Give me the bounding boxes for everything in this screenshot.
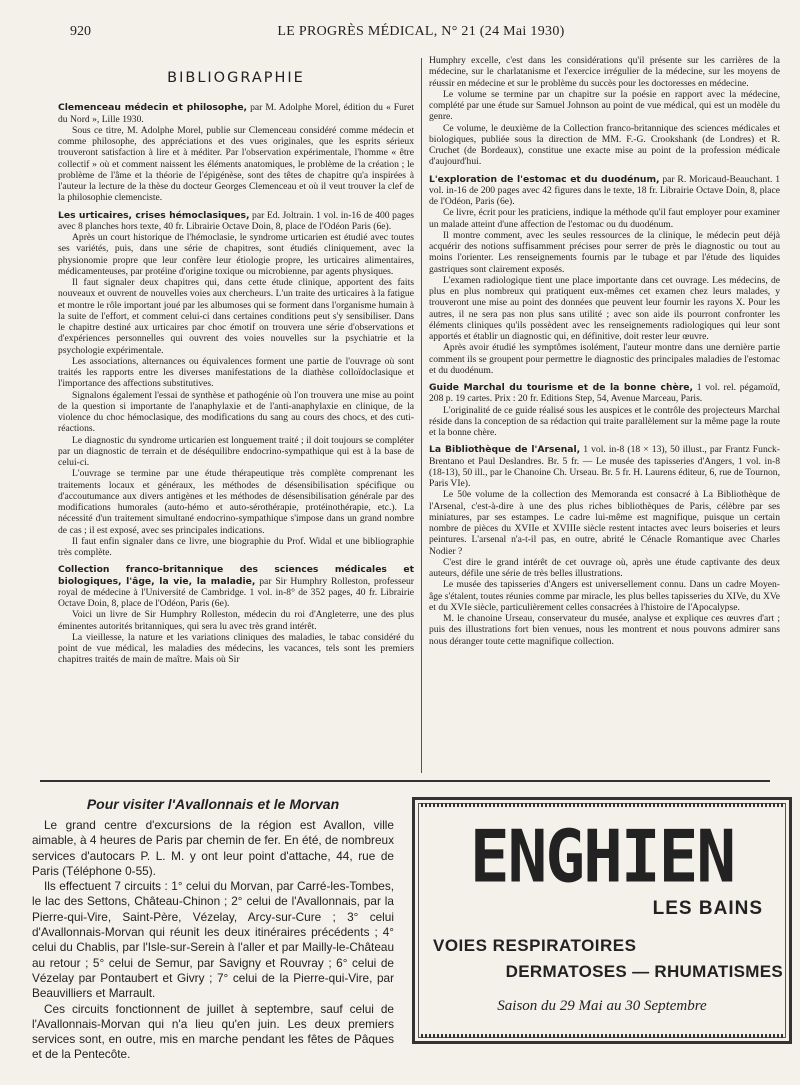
bibliography-entry [429, 174, 780, 377]
entry-paragraph: Il faut enfin signaler dans ce livre, une biographie du Prof. Widal et une bibliographie très complète. [58, 535, 414, 558]
entry-publication-details: par Sir Humphry Rolleston, professeur royal de médecine à l'Université de Cambridge. 1 vol. in-8° de 352 pages, 40 fr. Librairie Octave Doin, 8, place de l'Odéon, Paris (6e). [58, 575, 414, 609]
entry-title: La Bibliothèque de l'Arsenal, [429, 444, 581, 456]
entry-paragraph: Signalons également l'essai de synthèse et pathogénie où l'on trouvera une mise au point de la question si importante de l'anaphylaxie et de l'anti-anaphylaxie en clinique, de la violence du choc hémoclasique, des modifications du sang au cours des chocs, et des cuti-réactions. [58, 389, 414, 435]
entry-paragraph: C'est dire le grand intérêt de cet ouvrage où, après une étude captivante des deux auteurs, défile une série de très belles illustrations. [429, 556, 780, 579]
enghien-season: Saison du 29 Mai au 30 Septembre [497, 998, 707, 1014]
avallon-paragraph: Le grand centre d'excursions de la région est Avallon, ville aimable, à 4 heures de Paris par chemin de fer. En été, de nombreux services d'autocars P. L. M. y ont leur point d'attache, 44, rue de Paris (Téléphone 0-55). [32, 818, 394, 878]
entry-paragraph: M. le chanoine Urseau, conservateur du musée, analyse et explique ces œuvres d'art ; puis des illustrations fort bien venues, nous les montrent et nous pouvons admirer sans nous déranger toute cette magnifique collection. [429, 613, 780, 647]
entry-paragraph: Le 50e volume de la collection des Memoranda est consacré à La Bibliothèque de l'Arsenal, c'est-à-dire à une des plus riches bibliothèques de Paris, célèbre par ses miniatures, par ses estampes. Le cadre lui-même est magnifique, puisque un certain nombre de pièces du XVIIe et XVIIIe siècle restent intactes avec leurs boiseries et leurs peintures. L'arsenal n'a-t-il pas, en outre, abrité le Cénacle Romantique avec Charles Nodier ? [429, 489, 780, 557]
entry-publication-details: 1 vol. rel. pégamoïd, 208 p. 19 cartes. Prix : 20 fr. Editions Step, 54, Avenue Marceau, Paris. [429, 382, 780, 405]
bibliography-entry [429, 444, 780, 647]
enghien-subtitle: LES BAINS [652, 898, 763, 919]
journal-title: LE PROGRÈS MÉDICAL, N° 21 (24 Mai 1930) [277, 24, 565, 39]
entry-heading [58, 102, 414, 125]
entry-paragraph: Sous ce titre, M. Adolphe Morel, publie sur Clemenceau considéré comme médecin et comme philosophe, des appréciations et des vues originales, que les esprits sérieux trouveront satisfaction à lire et à méditer. Par l'observation expérimentale, l'homme « être collectif » où et comment naissent les éléments anatomiques, le problème de la création ; le problème de l'âme et la théorie de l'épigénèse, sont des têtes de chapitre qu'a inspirées à l'auteur la lecture de la thèse du docteur Georges Clemenceau et où il veut trouver la clef de la philosophie clemenciste. [58, 124, 414, 204]
running-header [70, 24, 772, 44]
entry-paragraph: Il montre comment, avec les seules ressources de la clinique, le médecin peut déjà acquérir des notions suffisamment précises pour serrer de près le diagnostic ou tout au moins l'orienter. Les renseignements fournis par le tubage et par l'étude des liquides gastriques sont clairement exposés. [429, 229, 780, 275]
avallon-paragraph: Ils effectuent 7 circuits : 1° celui du Morvan, par Carré-les-Tombes, le lac des Settons, Château-Chinon ; 2° celui de l'Avallonnais, par la Pierre-qui-Vire, Saint-Père, Vézelay, Arcy-sur-Cure ; 3° celui d'Avallonnais-Morvan qui réunit les deux itinéraires précédents ; 4° celui du Chablis, par l'Isle-sur-Serein à l'aller et par Mailly-le-Château au retour ; 5° celui de Semur, par Savigny et Rouvray ; 6° celui de Vézelay par Pontaubert et Givry ; 7° celui de la Pierre-qui-Vire, par Beauvilliers et Marrault. [32, 879, 394, 1001]
entry-title: Clemenceau médecin et philosophe, [58, 102, 248, 114]
entry-title: Guide Marchal du tourisme et de la bonne chère, [429, 382, 693, 393]
entry-heading [429, 174, 780, 208]
right-entries [429, 55, 780, 647]
section-title: BIBLIOGRAPHIE [167, 70, 305, 86]
entry-heading [429, 444, 780, 489]
entry-paragraph: Le musée des tapisseries d'Angers est universellement connu. Dans un cadre Moyen-âge s'étalent, toutes réunies comme par miracle, les plus belles tapisseries du XIVe, du XVe et du XVIe siècle, particulièrement celles consacrées à l'histoire de l'Apocalypse. [429, 579, 780, 613]
enghien-line-respiratoires: VOIES RESPIRATOIRES [433, 936, 637, 955]
entry-paragraph: L'examen radiologique tient une place importante dans cet ouvrage. Les médecins, de plus en plus nombreux qui pratiquent eux-mêmes cet examen chez leurs malades, y trouveront une mise au point des données que peuvent leur fournir les rayons X. Pour les autres, il ne sera pas non plus sans utilité ; avec son aide ils pourront confronter les éléments cliniques qu'ils possèdent avec les renseignements radiologiques qui leur sont apportés et établir un diagnostic qui, en définitive, doit rester leur œuvre. [429, 274, 780, 342]
right-column [429, 55, 780, 653]
entry-paragraph: L'originalité de ce guide réalisé sous les auspices et le contrôle des projecteurs Marchal réside dans la conception de sa rédaction qui traite parallèlement sur la même page la route et la bonne chère. [429, 404, 780, 438]
entry-paragraph: L'ouvrage se termine par une étude thérapeutique très complète comprenant les traitements locaux et généraux, les méthodes de désensibilisation spécifique ou d'accoutumance aux divers antigènes et les méthodes de désensibilisation générale par des modifications humorales (auto-hémo et auto-sérothérapie, protéinothérapie, etc.). La nécessité d'un traitement simultané endocrino-sympathique s'impose dans un grand nombre de cas ; il est exposé, avec ses principales indications. [58, 468, 414, 536]
avallon-paragraph: Ces circuits fonctionnent de juillet à septembre, sauf celui de l'Avallonnais-Morvan qui n'a lieu qu'en juin. Les deux premiers services sont, en outre, mis en marche pendant les fêtes de Pâques et de la Pentecôte. [32, 1001, 394, 1062]
page-number: 920 [70, 24, 91, 39]
bibliography-entry [429, 55, 780, 168]
entry-paragraph: Après un court historique de l'hémoclasie, le syndrome urticarien est étudié avec toutes ses variétés, puis, dans une série de chapitres, sont étudiés cliniquement, avec la physionomie propre que leur confère leur étiologie propre, les urticaires alimentaires, médicamenteuses, par protéine d'origine toxique ou microbienne, par agents physiques. [58, 232, 414, 277]
avallon-notice [32, 796, 394, 1063]
entry-publication-details: par M. Adolphe Morel, édition du « Furet du Nord », Lille 1930. [58, 102, 415, 125]
column-divider [421, 58, 422, 773]
decorative-border [421, 803, 783, 807]
bibliography-entry [429, 382, 780, 438]
enghien-line-dermatoses: DERMATOSES — RHUMATISMES [505, 962, 783, 981]
section-divider [40, 780, 770, 782]
entry-publication-details: 1 vol. in-8 (18 × 13), 50 illust., par Frantz Funck-Brentano et Paul Deslandres. Br. 5 fr. — Le musée des tapisseries d'Angers, 1 vol. in-8 (18-13), 50 ill., par le Chanoine Ch. Urseau. Br. 5 fr. H. Laurens éditeur, 6, rue de Tournon, Paris VIe). [429, 444, 780, 489]
entry-title: L'exploration de l'estomac et du duodénum, [429, 173, 660, 185]
decorative-border [421, 1034, 783, 1038]
left-column [58, 55, 414, 672]
bibliography-entry [58, 102, 414, 203]
avallon-title: Pour visiter l'Avallonnais et le Morvan [86, 796, 340, 812]
entry-publication-details: par R. Moricaud-Beauchant. 1 vol. in-16 de 200 pages avec 42 figures dans le texte, 18 fr. Librairie Octave Doin, 8, place de l'Odéon, Paris (6e). [429, 173, 781, 207]
bibliography-entry [58, 564, 414, 665]
entry-paragraph: Le diagnostic du syndrome urticarien est longuement traité ; il doit toujours se compléter par un diagnostic de terrain et de déséquilibre endocrino-sympathique qui est à la base de celui-ci. [58, 434, 414, 468]
entry-title: Collection franco-britannique des sciences médicales et biologiques, l'âge, la vie, la maladie, [58, 564, 414, 587]
entry-title: Les urticaires, crises hémoclasiques, [58, 209, 250, 221]
entry-paragraph: Le volume se termine par un chapitre sur la poésie en rapport avec la médecine, complété par une étude sur Samuel Johnson au point de vue médical, qui est un modèle du genre. [429, 88, 780, 123]
entry-paragraph: Voici un livre de Sir Humphry Rolleston, médecin du roi d'Angleterre, une des plus éminentes autorités britanniques, qui sera lu avec très grand intérêt. [58, 609, 414, 632]
entry-heading [58, 210, 414, 233]
entry-paragraph: Ce livre, écrit pour les praticiens, indique la méthode qu'il faut employer pour examiner un malade atteint d'une affection de l'estomac ou du duodénum. [429, 207, 780, 230]
entry-paragraph: Humphry excelle, c'est dans les considérations qu'il présente sur les carrières de la médecine, sur le charlatanisme et l'exercice irrégulier de la médecine, sur les moyens de réussir en médecine et sur le problème du succès pour les doctoresses en médecine. [429, 55, 780, 89]
entry-paragraph: Les associations, alternances ou équivalences forment une partie de l'ouvrage où sont traités les rapports entre les diverses manifestations de la diathèse colloïdoclasique et l'importance des affections substitutives. [58, 355, 414, 390]
enghien-name: ENGHIEN [469, 814, 735, 899]
entry-paragraph: Ce volume, le deuxième de la Collection franco-britannique des sciences médicales et biologiques, publiée sous la direction de MM. F.-G. Crookshank (de Londres) et R. Cruchet (de Bordeaux), constitue une exacte mise au point de la profession médicale d'aujourd'hui. [429, 122, 780, 168]
entry-paragraph: La vieillesse, la nature et les variations cliniques des maladies, le tabac considéré du point de vue médical, les maladies des médecins, les vacances, tels sont les premiers chapitres traités de main de maître. Mais où Sir [58, 631, 414, 666]
enghien-advertisement [412, 797, 792, 1044]
entry-publication-details: par Ed. Joltrain. 1 vol. in-16 de 400 pages avec 8 planches hors texte, 40 fr. Librairie Octave Doin, 8, place de l'Odéon Paris (6e). [58, 209, 414, 232]
entry-paragraph: Il faut signaler deux chapitres qui, dans cette étude clinique, apportent des faits nouveaux et ouvrent de nouvelles voies aux chercheurs. L'un traite des urticaires à la fatigue et montre le rôle important joué par les albumoses qui se forment dans l'organisme humain à la suite de l'effort, et comment celui-ci dans certaines conditions peut s'y sensibiliser. Dans le chapitre destiné aux urticaires par choc émotif on trouvera une série d'observations et d'expériences personnelles qui ouvrent des voies nouvelles sur la psychiatrie et la psychologie expérimentale. [58, 277, 414, 356]
entry-heading [429, 382, 780, 405]
bibliography-entry [58, 210, 414, 559]
entry-heading [58, 564, 414, 609]
left-entries [58, 102, 414, 665]
entry-paragraph: Après avoir étudié les symptômes isolément, l'auteur montre dans une dernière partie comment ils se groupent pour permettre le diagnostic des principales maladies de l'estomac et du duodénum. [429, 342, 780, 376]
